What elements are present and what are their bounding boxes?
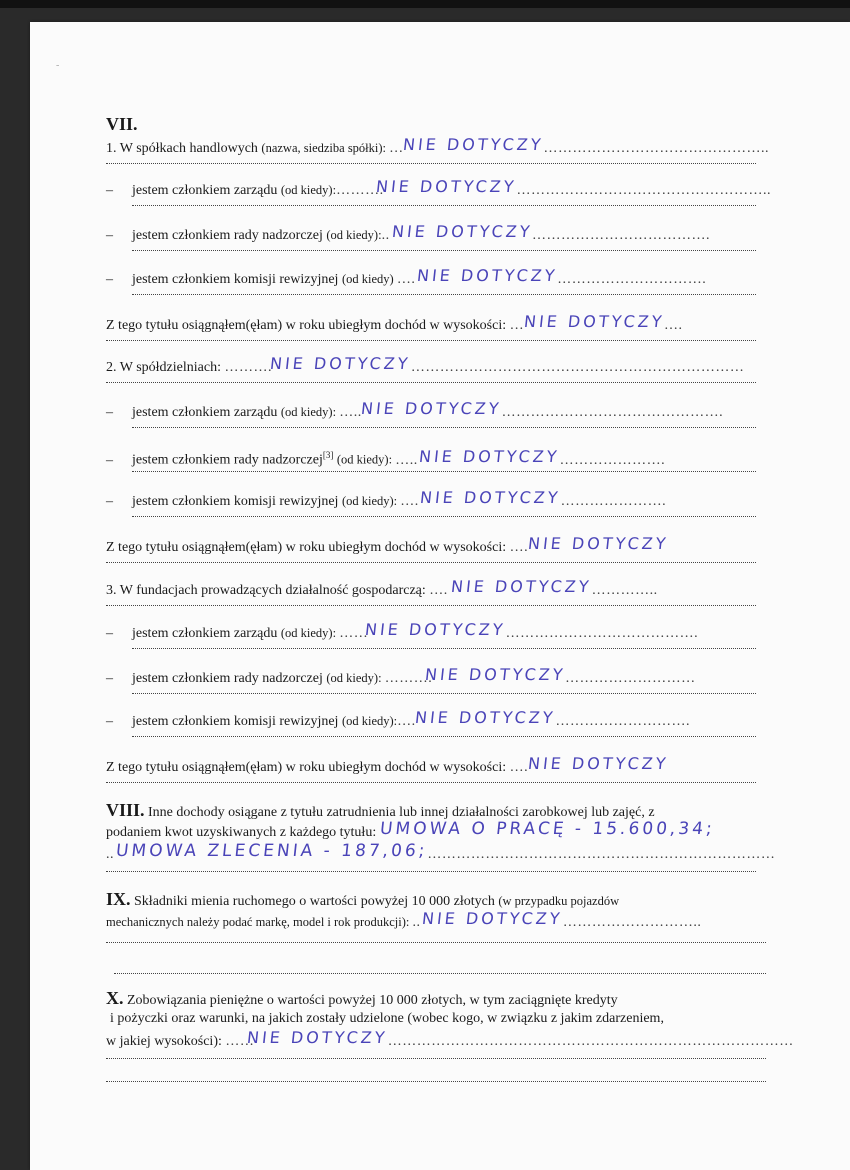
dotted-line (132, 421, 756, 428)
vii-2-audit-answer: NIE DOTYCZY (419, 488, 562, 507)
vii-2-supervisory: – jestem członkiem rady nadzorczej[3] (od kiedy): …..NIE DOTYCZY…………………. (106, 446, 666, 468)
dotted-line (106, 936, 766, 943)
x-answer: NIE DOTYCZY (246, 1028, 389, 1047)
dotted-line (132, 244, 756, 251)
viii-line-2: podaniem kwot uzyskiwanych z każdego tytułu: UMOWA O PRACĘ - 15.600,34; (106, 819, 716, 840)
dotted-line (132, 510, 756, 517)
dotted-line (106, 599, 756, 606)
vii-3-income-answer: NIE DOTYCZY (526, 754, 670, 773)
ix-line-1: IX. Składniki mienia ruchomego o wartości powyżej 10 000 złotych (w przypadku pojazdów (106, 889, 620, 909)
vii-1-answer: NIE DOTYCZY (402, 135, 545, 154)
ix-answer: NIE DOTYCZY (421, 909, 564, 928)
vii-3-line: 3. W fundacjach prowadzących działalność gospodarczą: …. NIE DOTYCZY………….. (106, 577, 658, 598)
section-vii-heading: VII. (106, 114, 138, 134)
dotted-line (106, 376, 756, 383)
vii-3-supervisory: – jestem członkiem rady nadzorczej (od kiedy): ……….NIE DOTYCZY……………………… (106, 665, 696, 686)
viii-line-1: VIII. Inne dochody osiągane z tytułu zatrudnienia lub innej działalności zarobkowej lub zajęć, z (106, 800, 655, 820)
viii-answer-1: UMOWA O PRACĘ - 15.600,34; (378, 819, 716, 839)
vii-3-supervisory-answer: NIE DOTYCZY (423, 665, 567, 684)
vii-1-audit: – jestem członkiem komisji rewizyjnej (od kiedy) ….NIE DOTYCZY…………………………. (106, 266, 707, 287)
x-line-1: X. Zobowiązania pieniężne o wartości powyżej 10 000 złotych, w tym zaciągnięte kredyty (106, 988, 618, 1008)
vii-3-board-answer: NIE DOTYCZY (364, 620, 507, 639)
dotted-line (132, 730, 756, 737)
viii-answer-2: UMOWA ZLECENIA - 187,06; (114, 841, 429, 861)
vii-1-line: 1. W spółkach handlowych (nazwa, siedziba spółki): …NIE DOTYCZY……………………………………….. (106, 135, 770, 156)
vii-3-audit-answer: NIE DOTYCZY (414, 708, 557, 727)
dotted-line (132, 642, 756, 649)
dotted-line (106, 776, 756, 783)
scan-mark: - (56, 60, 60, 71)
dotted-line (106, 865, 756, 872)
vii-3-answer: NIE DOTYCZY (450, 577, 593, 596)
vii-1-label: 1. W spółkach handlowych (106, 141, 258, 156)
scan-top-edge (0, 0, 850, 8)
vii-3-audit: – jestem członkiem komisji rewizyjnej (od kiedy):….NIE DOTYCZY………………………. (106, 708, 691, 729)
vii-2-board-answer: NIE DOTYCZY (360, 399, 503, 418)
dotted-line (132, 199, 756, 206)
vii-2-income: Z tego tytułu osiągnąłem(ęłam) w roku ubiegłym dochód w wysokości: ….NIE DOTYCZY (106, 534, 670, 555)
vii-1-income-answer: NIE DOTYCZY (522, 312, 666, 331)
dotted-line (106, 1075, 766, 1082)
dotted-line (106, 556, 756, 563)
vii-1-board-answer: NIE DOTYCZY (375, 177, 518, 196)
vii-2-income-answer: NIE DOTYCZY (526, 534, 670, 553)
dotted-line (106, 334, 756, 341)
vii-2-board: – jestem członkiem zarządu (od kiedy): …..NIE DOTYCZY………………………………………. (106, 399, 724, 420)
x-line-3: w jakiej wysokości): ……NIE DOTYCZY………………………………………………………………………… (106, 1028, 794, 1049)
vii-2-line: 2. W spółdzielniach: ……….NIE DOTYCZY…………………………………………………………… (106, 354, 745, 375)
vii-1-audit-answer: NIE DOTYCZY (415, 266, 559, 285)
vii-2-answer: NIE DOTYCZY (269, 354, 412, 373)
document-page (30, 22, 850, 1170)
dotted-line (114, 967, 766, 974)
dotted-line (106, 157, 756, 164)
dotted-line (106, 1052, 766, 1059)
vii-1-supervisory-answer: NIE DOTYCZY (390, 222, 533, 241)
vii-2-audit: – jestem członkiem komisji rewizyjnej (od kiedy): ….NIE DOTYCZY…………………. (106, 488, 667, 509)
viii-line-3: ..UMOWA ZLECENIA - 187,06;……………………………………………………………… (106, 841, 776, 862)
dotted-line (132, 687, 756, 694)
dotted-line (132, 465, 756, 472)
ix-line-2: mechanicznych należy podać markę, model i rok produkcji): ..NIE DOTYCZY……………………….. (106, 909, 702, 930)
vii-1-supervisory: – jestem członkiem rady nadzorczej (od kiedy):..NIE DOTYCZY………………………………. (106, 222, 710, 243)
x-line-2: i pożyczki oraz warunki, na jakich zostały udzielone (wobec kogo, w związku z jakim zdarzeniem, (110, 1011, 664, 1026)
vii-1-board: – jestem członkiem zarządu (od kiedy):……….NIE DOTYCZY…………………………………………….. (106, 177, 771, 198)
dotted-line (132, 288, 756, 295)
vii-1-income: Z tego tytułu osiągnąłem(ęłam) w roku ubiegłym dochód w wysokości: …NIE DOTYCZY…. (106, 312, 683, 333)
vii-3-board: – jestem członkiem zarządu (od kiedy): ……NIE DOTYCZY…………………………………. (106, 620, 699, 641)
vii-2-supervisory-answer: NIE DOTYCZY (418, 446, 561, 466)
vii-3-income: Z tego tytułu osiągnąłem(ęłam) w roku ubiegłym dochód w wysokości: ….NIE DOTYCZY (106, 754, 670, 775)
vii-1-hint: (nazwa, siedziba spółki): (261, 141, 390, 155)
